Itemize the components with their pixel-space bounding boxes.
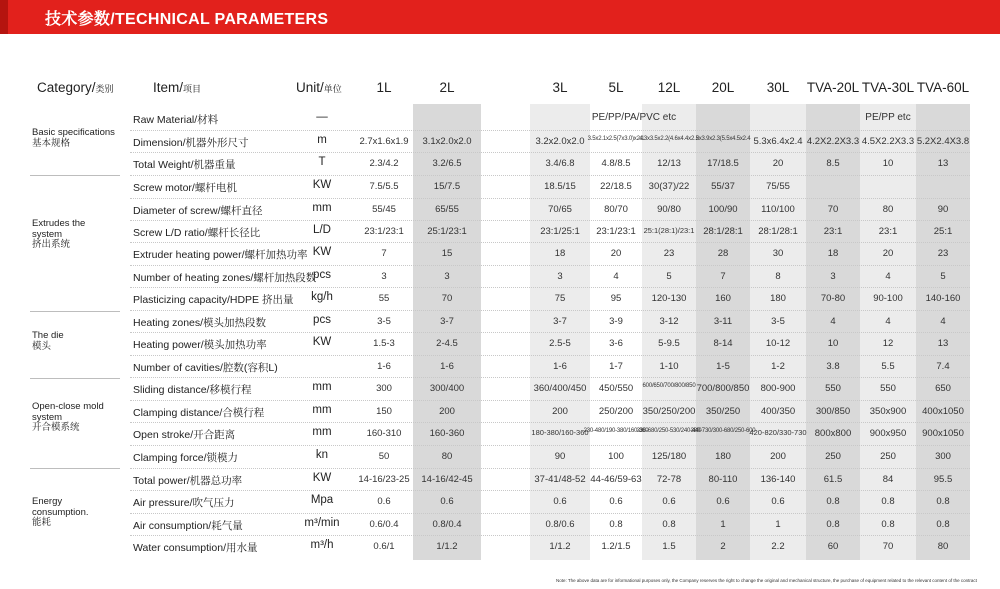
item-label: Open stroke/开合距离 — [133, 429, 236, 441]
table-cell: 7 — [381, 248, 387, 259]
model-header-1l: 1L — [376, 80, 392, 95]
table-cell: 28:1/28:1 — [703, 226, 743, 237]
table-cell: 3 — [557, 271, 563, 282]
table-cell: 360/400/450 — [533, 383, 587, 394]
unit-label: pcs — [313, 314, 331, 326]
table-cell: 3.2/6.5 — [432, 158, 462, 169]
table-cell: 0.8 — [881, 496, 895, 507]
table-cell: 90 — [937, 204, 949, 215]
table-cell: 18 — [554, 248, 566, 259]
table-cell: 5 — [940, 271, 946, 282]
table-cell: 3.4/6.8 — [545, 158, 575, 169]
table-cell: 3 — [381, 271, 387, 282]
table-cell: 5-9.5 — [658, 338, 680, 349]
table-cell: 0.8 — [826, 519, 840, 530]
table-cell: 13 — [937, 338, 949, 349]
table-cell: 18.5/15 — [544, 181, 576, 192]
table-cell: 2.5-5 — [549, 338, 571, 349]
table-cell: 25:1/23:1 — [427, 226, 467, 237]
item-label: Clamping force/锁模力 — [133, 452, 239, 464]
row-divider — [130, 220, 970, 221]
table-cell: 0.6/1 — [373, 541, 395, 552]
unit-label: KW — [312, 336, 332, 348]
item-label: Clamping distance/合模行程 — [133, 407, 265, 419]
table-cell: 55/45 — [372, 204, 396, 215]
table-cell: 3.1x2.0x2.0 — [422, 136, 472, 147]
row-divider — [130, 265, 970, 266]
table-cell: 230-480/190-380/160-360 — [583, 428, 649, 434]
table-cell: 400/350 — [760, 406, 796, 417]
table-cell: 3.5x2.1x2.5(7x3.0)x2.1 — [587, 136, 645, 142]
table-cell: 10-12 — [765, 338, 791, 349]
table-cell: 5.3x6.4x2.4 — [753, 136, 803, 147]
unit-label: m³/h — [310, 539, 334, 551]
row-divider — [130, 355, 970, 356]
unit-label: — — [316, 111, 328, 123]
table-cell: 23:1/23:1 — [364, 226, 404, 237]
table-cell: 18 — [827, 248, 839, 259]
table-cell: 7.5/5.5 — [369, 181, 399, 192]
table-cell: 2 — [720, 541, 726, 552]
table-cell: 20 — [772, 158, 784, 169]
table-cell: 4.5X2.2X3.3 — [861, 136, 915, 147]
table-cell: 55/37 — [711, 181, 735, 192]
table-cell: 8 — [775, 271, 781, 282]
table-cell: 14-16/23-25 — [358, 474, 410, 485]
model-header-20l: 20L — [711, 80, 735, 95]
table-cell: 0.8 — [609, 519, 623, 530]
item-label: Diameter of screw/螺杆直径 — [133, 205, 263, 217]
item-label: Water consumption/用水量 — [133, 542, 258, 554]
item-label: Number of cavities/腔数(容积L) — [133, 362, 278, 374]
table-cell: 0.8 — [936, 496, 950, 507]
table-cell: 25:1(28:1)/23:1 — [643, 226, 695, 235]
unit-label: m — [317, 134, 327, 146]
table-cell: 300 — [935, 451, 951, 462]
table-cell: 3-5 — [377, 316, 391, 327]
row-divider — [130, 422, 970, 423]
unit-label: mm — [312, 426, 332, 438]
table-cell: 30 — [772, 248, 784, 259]
table-cell: 3-7 — [440, 316, 454, 327]
row-divider — [130, 287, 970, 288]
table-cell: 95.5 — [933, 474, 953, 485]
table-cell: 120-130 — [651, 293, 687, 304]
header-bar — [0, 0, 1000, 34]
table-cell: 2.2 — [771, 541, 785, 552]
table-cell: 600/650/700/800/850 — [642, 383, 696, 389]
table-cell: 1 — [720, 519, 726, 530]
row-divider — [130, 198, 970, 199]
table-cell: 28 — [717, 248, 729, 259]
category-divider — [30, 468, 120, 469]
row-divider — [130, 377, 970, 378]
table-cell: 160 — [715, 293, 731, 304]
table-cell: 136-140 — [760, 474, 796, 485]
table-cell: 3.2x2.0x2.0 — [535, 136, 585, 147]
table-cell: 160-310 — [366, 428, 402, 439]
page-title: 技术参数/TECHNICAL PARAMETERS — [45, 11, 329, 28]
table-cell: 380-730/300-680/250-600 — [690, 428, 756, 434]
table-cell: 1.5-3 — [373, 338, 395, 349]
item-label: Heating power/模头加热功率 — [133, 339, 267, 351]
unit-label: L/D — [313, 224, 331, 236]
category-header: Category/类别 — [37, 80, 114, 95]
table-cell: 0.6 — [609, 496, 623, 507]
table-cell: 55 — [378, 293, 390, 304]
unit-label: mm — [312, 381, 332, 393]
table-cell: 1 — [775, 519, 781, 530]
table-cell: 23 — [663, 248, 675, 259]
table-cell: 3 — [830, 271, 836, 282]
table-cell: 10 — [882, 158, 894, 169]
table-cell: 3.8 — [826, 361, 840, 372]
table-cell: 250/200 — [598, 406, 634, 417]
table-cell: 1-7 — [609, 361, 623, 372]
unit-label: KW — [312, 246, 332, 258]
table-cell: 90 — [554, 451, 566, 462]
table-cell: 0.8/0.6 — [545, 519, 575, 530]
item-label: Air consumption/耗气量 — [133, 520, 243, 532]
table-cell: 350x900 — [869, 406, 907, 417]
item-label: Extruder heating power/螺杆加热功率 — [133, 249, 308, 261]
row-divider — [130, 175, 970, 176]
unit-label: KW — [312, 179, 332, 191]
item-header: Item/项目 — [153, 80, 202, 95]
table-cell: 700/800/850 — [696, 383, 750, 394]
table-cell: 100 — [608, 451, 624, 462]
table-cell: 3-11 — [713, 316, 733, 327]
table-cell: 90/80 — [657, 204, 681, 215]
table-cell: 1-10 — [659, 361, 679, 372]
table-cell: 3-6 — [609, 338, 623, 349]
unit-label: mm — [312, 202, 332, 214]
table-cell: 28:1/28:1 — [758, 226, 798, 237]
model-header-tva-60l: TVA-60L — [916, 80, 970, 95]
table-cell: 61.5 — [823, 474, 843, 485]
item-label: Total power/机器总功率 — [133, 475, 243, 487]
table-cell: 80 — [441, 451, 453, 462]
table-cell: 350/250/200 — [642, 406, 696, 417]
table-cell: 90-100 — [873, 293, 903, 304]
table-cell: 75 — [554, 293, 566, 304]
unit-label: kg/h — [311, 291, 333, 303]
table-cell: 1-5 — [716, 361, 730, 372]
model-header-tva-20l: TVA-20L — [806, 80, 860, 95]
table-cell: 1.2/1.5 — [601, 541, 631, 552]
table-cell: 13 — [937, 158, 949, 169]
table-cell: 0.6 — [553, 496, 567, 507]
table-cell: 60 — [827, 541, 839, 552]
table-cell: 900x1050 — [922, 428, 964, 439]
table-cell: 1-2 — [771, 361, 785, 372]
table-cell: 72-78 — [656, 474, 682, 485]
table-cell: 0.6/0.4 — [369, 519, 399, 530]
table-cell: 15 — [441, 248, 453, 259]
table-cell: 20 — [610, 248, 622, 259]
model-header-12l: 12L — [657, 80, 681, 95]
table-cell: 23 — [937, 248, 949, 259]
table-cell: 1-6 — [440, 361, 454, 372]
table-cell: 37-41/48-52 — [534, 474, 586, 485]
table-cell: 23:1 — [878, 226, 898, 237]
table-cell: 3-7 — [553, 316, 567, 327]
table-cell: 200 — [552, 406, 568, 417]
table-cell: 0.6 — [377, 496, 391, 507]
unit-label: T — [318, 156, 326, 168]
table-cell: 550 — [880, 383, 896, 394]
table-cell: 15/7.5 — [433, 181, 461, 192]
table-cell: 3-12 — [659, 316, 679, 327]
row-divider — [130, 310, 970, 311]
table-cell: 4 — [613, 271, 619, 282]
table-cell: 1.5 — [662, 541, 676, 552]
table-cell: 4.2X2.2X3.3 — [806, 136, 860, 147]
row-divider — [130, 445, 970, 446]
row-divider — [130, 332, 970, 333]
table-cell: 1/1.2 — [436, 541, 458, 552]
table-cell: 300 — [376, 383, 392, 394]
table-cell: 300/850 — [815, 406, 851, 417]
table-cell: 30(37)/22 — [648, 181, 690, 192]
row-divider — [130, 130, 970, 131]
table-cell: 5.5 — [881, 361, 895, 372]
table-cell: 250 — [880, 451, 896, 462]
table-cell: 25:1 — [933, 226, 953, 237]
item-label: Sliding distance/移模行程 — [133, 384, 252, 396]
unit-label: KW — [312, 472, 332, 484]
category-basic: Basic specifications 基本规格 — [32, 127, 115, 149]
row-divider — [130, 400, 970, 401]
row-divider — [130, 535, 970, 536]
table-cell: 22/18.5 — [600, 181, 632, 192]
table-cell: 250 — [825, 451, 841, 462]
model-header-tva-30l: TVA-30L — [861, 80, 915, 95]
row-divider — [130, 242, 970, 243]
table-cell: 200 — [439, 406, 455, 417]
table-cell: 100/90 — [708, 204, 738, 215]
table-cell: 0.6 — [440, 496, 454, 507]
table-cell: 5 — [666, 271, 672, 282]
table-cell: 50 — [378, 451, 390, 462]
table-cell: 5.2X2.4X3.8 — [916, 136, 970, 147]
table-cell: 800x800 — [814, 428, 852, 439]
table-cell: 80 — [937, 541, 949, 552]
unit-label: mm — [312, 404, 332, 416]
table-cell: 160-360 — [429, 428, 465, 439]
span-value-b: PE/PP etc — [865, 112, 911, 123]
table-cell: 4.8/8.5 — [601, 158, 631, 169]
table-cell: 180 — [770, 293, 786, 304]
category-divider — [30, 378, 120, 379]
table-cell: 70 — [882, 541, 894, 552]
table-cell: 12 — [882, 338, 894, 349]
item-label: Total Weight/机器重量 — [133, 159, 236, 171]
table-cell: 70 — [827, 204, 839, 215]
unit-label: m³/min — [304, 517, 340, 529]
unit-label: Mpa — [310, 494, 334, 506]
table-cell: 300/400 — [429, 383, 465, 394]
item-label: Plasticizing capacity/HDPE 挤出量 — [133, 294, 294, 306]
table-cell: 17/18.5 — [707, 158, 739, 169]
table-cell: 70/65 — [548, 204, 572, 215]
item-label: Raw Material/材料 — [133, 114, 219, 126]
table-cell: 150 — [376, 406, 392, 417]
table-cell: 3-9 — [609, 316, 623, 327]
table-cell: 8-14 — [713, 338, 733, 349]
unit-label: kn — [315, 449, 329, 461]
item-label: Dimension/机器外形尺寸 — [133, 137, 249, 149]
model-header-30l: 30L — [766, 80, 790, 95]
table-cell: 0.8 — [881, 519, 895, 530]
item-label: Air pressure/吹气压力 — [133, 497, 235, 509]
table-cell: 75/55 — [766, 181, 790, 192]
table-cell: 44-46/59-63 — [590, 474, 642, 485]
table-cell: 0.6 — [662, 496, 676, 507]
table-cell: 900x950 — [869, 428, 907, 439]
span-value-a: PE/PP/PA/PVC etc — [591, 112, 677, 123]
category-open-close: Open-close mold system 开合模系统 — [32, 401, 104, 433]
table-cell: 2.3/4.2 — [369, 158, 399, 169]
item-label: Screw motor/螺杆电机 — [133, 182, 237, 194]
table-cell: 7 — [720, 271, 726, 282]
table-cell: 0.8 — [936, 519, 950, 530]
table-cell: 4 — [885, 271, 891, 282]
unit-header: Unit/单位 — [296, 80, 342, 95]
table-cell: 420-820/330-730 — [749, 428, 807, 437]
table-cell: 110/100 — [761, 204, 795, 215]
table-cell: 200 — [770, 451, 786, 462]
table-cell: 5x3.9x2.3(5.5x4.5x2.4 — [695, 136, 751, 142]
table-cell: 23:1/25:1 — [540, 226, 580, 237]
table-cell: 23:1 — [823, 226, 843, 237]
table-cell: 550 — [825, 383, 841, 394]
table-cell: 330-680/250-530/240-440 — [636, 428, 702, 434]
table-cell: 20 — [882, 248, 894, 259]
model-header-2l: 2L — [439, 80, 455, 95]
table-cell: 2.7x1.6x1.9 — [359, 136, 409, 147]
category-energy: Energy consumption. 能耗 — [32, 496, 89, 528]
table-cell: 4 — [830, 316, 836, 327]
table-cell: 12/13 — [657, 158, 681, 169]
table-cell: 0.6 — [771, 496, 785, 507]
table-cell: 1-6 — [553, 361, 567, 372]
table-cell: 4 — [885, 316, 891, 327]
category-divider — [30, 311, 120, 312]
table-cell: 95 — [610, 293, 622, 304]
table-cell: 650 — [935, 383, 951, 394]
table-cell: 2-4.5 — [436, 338, 458, 349]
row-divider — [130, 152, 970, 153]
table-cell: 10 — [827, 338, 839, 349]
table-cell: 70 — [441, 293, 453, 304]
item-label: Number of heating zones/螺杆加热段数 — [133, 272, 317, 284]
item-label: Heating zones/模头加热段数 — [133, 317, 267, 329]
header-accent — [0, 0, 8, 34]
table-cell: 0.8 — [662, 519, 676, 530]
table-cell: 14-16/42-45 — [421, 474, 473, 485]
table-cell: 180 — [715, 451, 731, 462]
row-divider — [130, 513, 970, 514]
table-cell: 0.8/0.4 — [432, 519, 462, 530]
table-cell: 23:1/23:1 — [596, 226, 636, 237]
table-cell: 450/550 — [598, 383, 634, 394]
category-extrudes: Extrudes the system 挤出系统 — [32, 218, 86, 250]
table-cell: 1/1.2 — [549, 541, 571, 552]
model-header-3l: 3L — [552, 80, 568, 95]
table-cell: 0.8 — [826, 496, 840, 507]
category-die: The die 模头 — [32, 330, 64, 352]
table-cell: 400x1050 — [922, 406, 964, 417]
table-cell: 80 — [882, 204, 894, 215]
model-header-5l: 5L — [608, 80, 624, 95]
table-cell: 3-5 — [771, 316, 785, 327]
table-cell: 4 — [940, 316, 946, 327]
table-cell: 125/180 — [651, 451, 687, 462]
table-cell: 180-380/160-360 — [531, 428, 589, 437]
item-label: Screw L/D ratio/螺杆长径比 — [133, 227, 261, 239]
table-cell: 84 — [882, 474, 894, 485]
table-cell: 80/70 — [604, 204, 628, 215]
table-cell: 80-110 — [708, 474, 738, 485]
category-divider — [30, 175, 120, 176]
unit-label: pcs — [313, 269, 331, 281]
table-cell: 350/250 — [705, 406, 741, 417]
table-cell: 65/55 — [435, 204, 459, 215]
row-divider — [130, 468, 970, 469]
table-cell: 800-900 — [760, 383, 796, 394]
table-cell: 7.4 — [936, 361, 950, 372]
row-divider — [130, 490, 970, 491]
table-cell: 140-160 — [925, 293, 961, 304]
table-cell: 1-6 — [377, 361, 391, 372]
table-cell: 8.5 — [826, 158, 840, 169]
table-cell: 0.6 — [716, 496, 730, 507]
table-cell: 70-80 — [820, 293, 846, 304]
footer-note: Note: The above data are for informational purposes only, the Company reserves the right to change the original and mechanical structure, the purchase of equipment related to the relevant content of the contract — [556, 578, 977, 583]
table-cell: 3 — [444, 271, 450, 282]
table-cell: 4.3x3.5x2.2(4.6x4.4x2.2 — [639, 136, 699, 142]
